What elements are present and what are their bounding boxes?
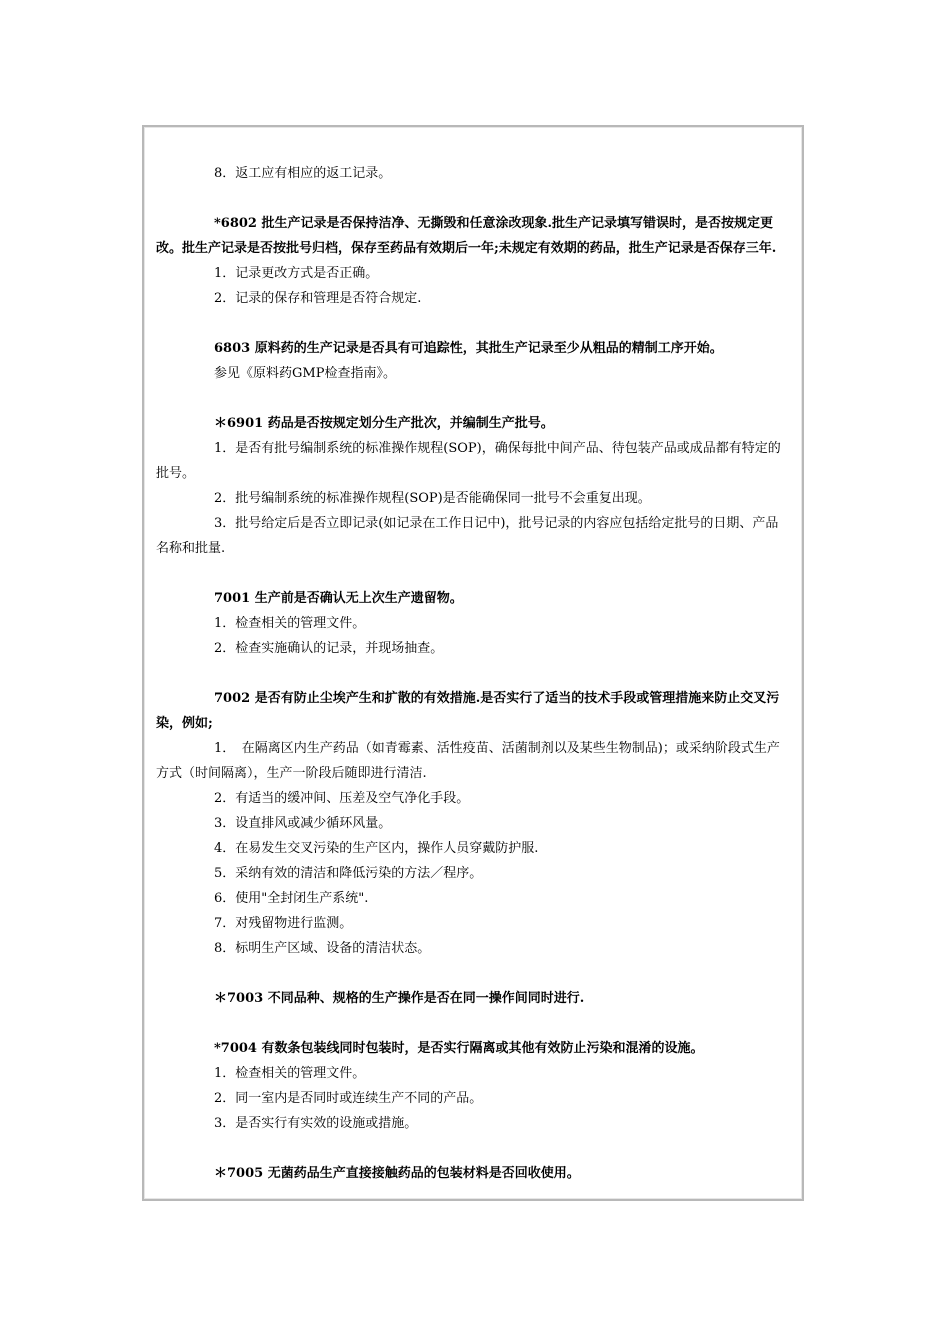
clause-item: 6．使用"全封闭生产系统". [214, 891, 369, 906]
clause-heading: *6802 批生产记录是否保持洁净、无撕毁和任意涂改现象.批生产记录填写错误时，是否按规定更改。批生产记录是否按批号归档，保存至药品有效期后一年;未规定有效期的药品，批生产记录是否保存三年. [156, 216, 777, 256]
clause-item: 3．是否实行有实效的设施或措施。 [214, 1116, 418, 1131]
paragraph-gap [156, 311, 790, 336]
clause-item: 3．批号给定后是否立即记录(如记录在工作日记中)，批号记录的内容应包括给定批号的日期、产品名称和批量. [156, 516, 779, 556]
clause-item: 8．标明生产区域、设备的清洁状态。 [214, 941, 431, 956]
clause-item: 4．在易发生交叉污染的生产区内，操作人员穿戴防护服. [214, 841, 539, 856]
clause-heading: 6803 原料药的生产记录是否具有可追踪性，其批生产记录至少从粗品的精制工序开始。 [214, 341, 723, 356]
clause-heading: ＊7003 不同品种、规格的生产操作是否在同一操作间同时进行. [214, 991, 585, 1006]
clause-item: 2．同一室内是否同时或连续生产不同的产品。 [214, 1091, 483, 1106]
clause-item: 3．设直排风或减少循环风量。 [214, 816, 392, 831]
clause-item: 1．是否有批号编制系统的标准操作规程(SOP)，确保每批中间产品、待包装产品或成品都有特定的批号。 [156, 441, 781, 481]
clause-item: 2．有适当的缓冲间、压差及空气净化手段。 [214, 791, 470, 806]
clause-heading: ＊7005 无菌药品生产直接接触药品的包装材料是否回收使用。 [214, 1166, 580, 1181]
clause-item: 5．采纳有效的清洁和降低污染的方法／程序。 [214, 866, 483, 881]
paragraph-gap [156, 186, 790, 211]
clause-heading: *7004 有数条包装线同时包装时，是否实行隔离或其他有效防止污染和混淆的设施。 [214, 1041, 704, 1056]
paragraph-gap [156, 386, 790, 411]
document-body [156, 161, 790, 1186]
clause-item: 1．记录更改方式是否正确。 [214, 266, 379, 281]
clause-item: 8．返工应有相应的返工记录。 [214, 166, 392, 181]
clause-item: 2．批号编制系统的标准操作规程(SOP)是否能确保同一批号不会重复出现。 [214, 491, 651, 506]
clause-heading: 7002 是否有防止尘埃产生和扩散的有效措施.是否实行了适当的技术手段或管理措施来防止交叉污染，例如; [156, 691, 780, 731]
paragraph-gap [156, 661, 790, 686]
clause-item: 2．记录的保存和管理是否符合规定. [214, 291, 422, 306]
clause-heading: ＊6901 药品是否按规定划分生产批次，并编制生产批号。 [214, 416, 554, 431]
clause-item: 1． 在隔离区内生产药品（如青霉素、活性疫苗、活菌制剂以及某些生物制品)；或采纳阶段式生产方式（时间隔离），生产一阶段后随即进行清洁. [156, 741, 780, 781]
clause-item: 7．对残留物进行监测。 [214, 916, 353, 931]
paragraph-gap [156, 561, 790, 586]
paragraph-gap [156, 1011, 790, 1036]
clause-heading: 7001 生产前是否确认无上次生产遗留物。 [214, 591, 463, 606]
clause-item: 参见《原料药GMP检查指南》。 [214, 366, 396, 381]
clause-item: 1．检查相关的管理文件。 [214, 1066, 366, 1081]
paragraph-gap [156, 1136, 790, 1161]
clause-item: 2．检查实施确认的记录，并现场抽查。 [214, 641, 444, 656]
paragraph-gap [156, 961, 790, 986]
clause-item: 1．检查相关的管理文件。 [214, 616, 366, 631]
